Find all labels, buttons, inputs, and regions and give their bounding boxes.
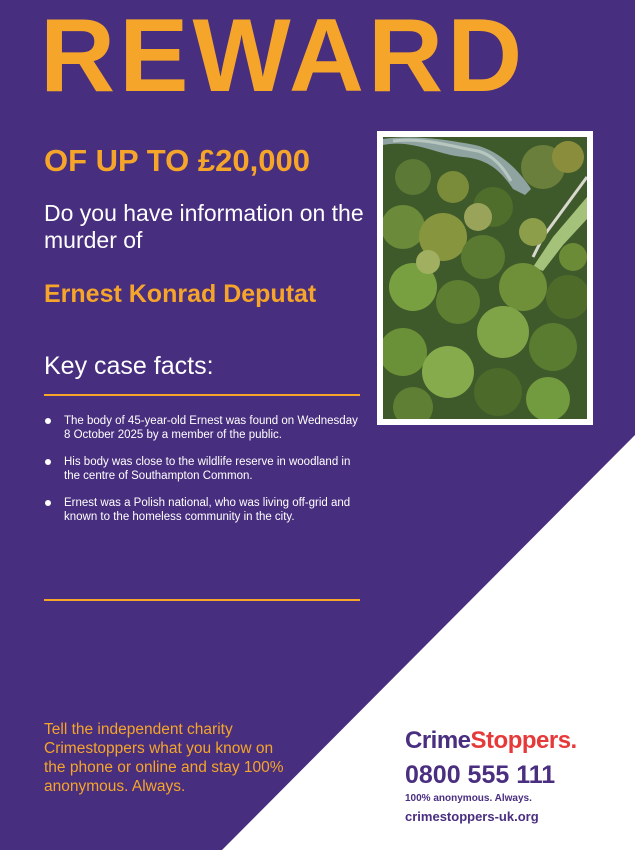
reward-headline: REWARD [40,0,527,114]
phone-number[interactable]: 0800 555 111 [405,761,556,789]
crimestoppers-block [405,725,630,826]
logo-crime: Crime [405,727,471,754]
fact-text: The body of 45-year-old Ernest was found on Wednesday 8 October 2025 by a member of the public. [64,415,358,441]
logo-stoppers: Stoppers. [470,727,577,754]
reward-amount: OF UP TO £20,000 [44,143,310,178]
website-link[interactable]: crimestoppers-uk.org [405,809,539,824]
woodland-aerial-photo [377,131,593,425]
bullet-icon [45,418,51,424]
bullet-icon [45,459,51,465]
fact-text: His body was close to the wildlife reserve in woodland in the centre of Southampton Common. [64,456,351,482]
fact-item [44,414,360,442]
fact-text: Ernest was a Polish national, who was living off-grid and known to the homeless community in the city. [64,497,351,523]
crimestoppers-logo [405,725,630,757]
bullet-icon [45,500,51,506]
anonymous-tagline: 100% anonymous. Always. [405,793,532,804]
victim-name: Ernest Konrad Deputat [44,280,317,308]
appeal-question: Do you have information on the murder of [44,200,364,253]
divider-top [44,394,360,396]
fact-item [44,455,360,483]
case-facts-list [44,414,360,537]
fact-item [44,496,360,524]
charity-message: Tell the independent charity Crimestoppers what you know on the phone or online and stay 100% anonymous. Always. [44,721,284,795]
woodland-image [383,137,587,419]
divider-bottom [44,599,360,601]
facts-heading: Key case facts: [44,352,214,380]
